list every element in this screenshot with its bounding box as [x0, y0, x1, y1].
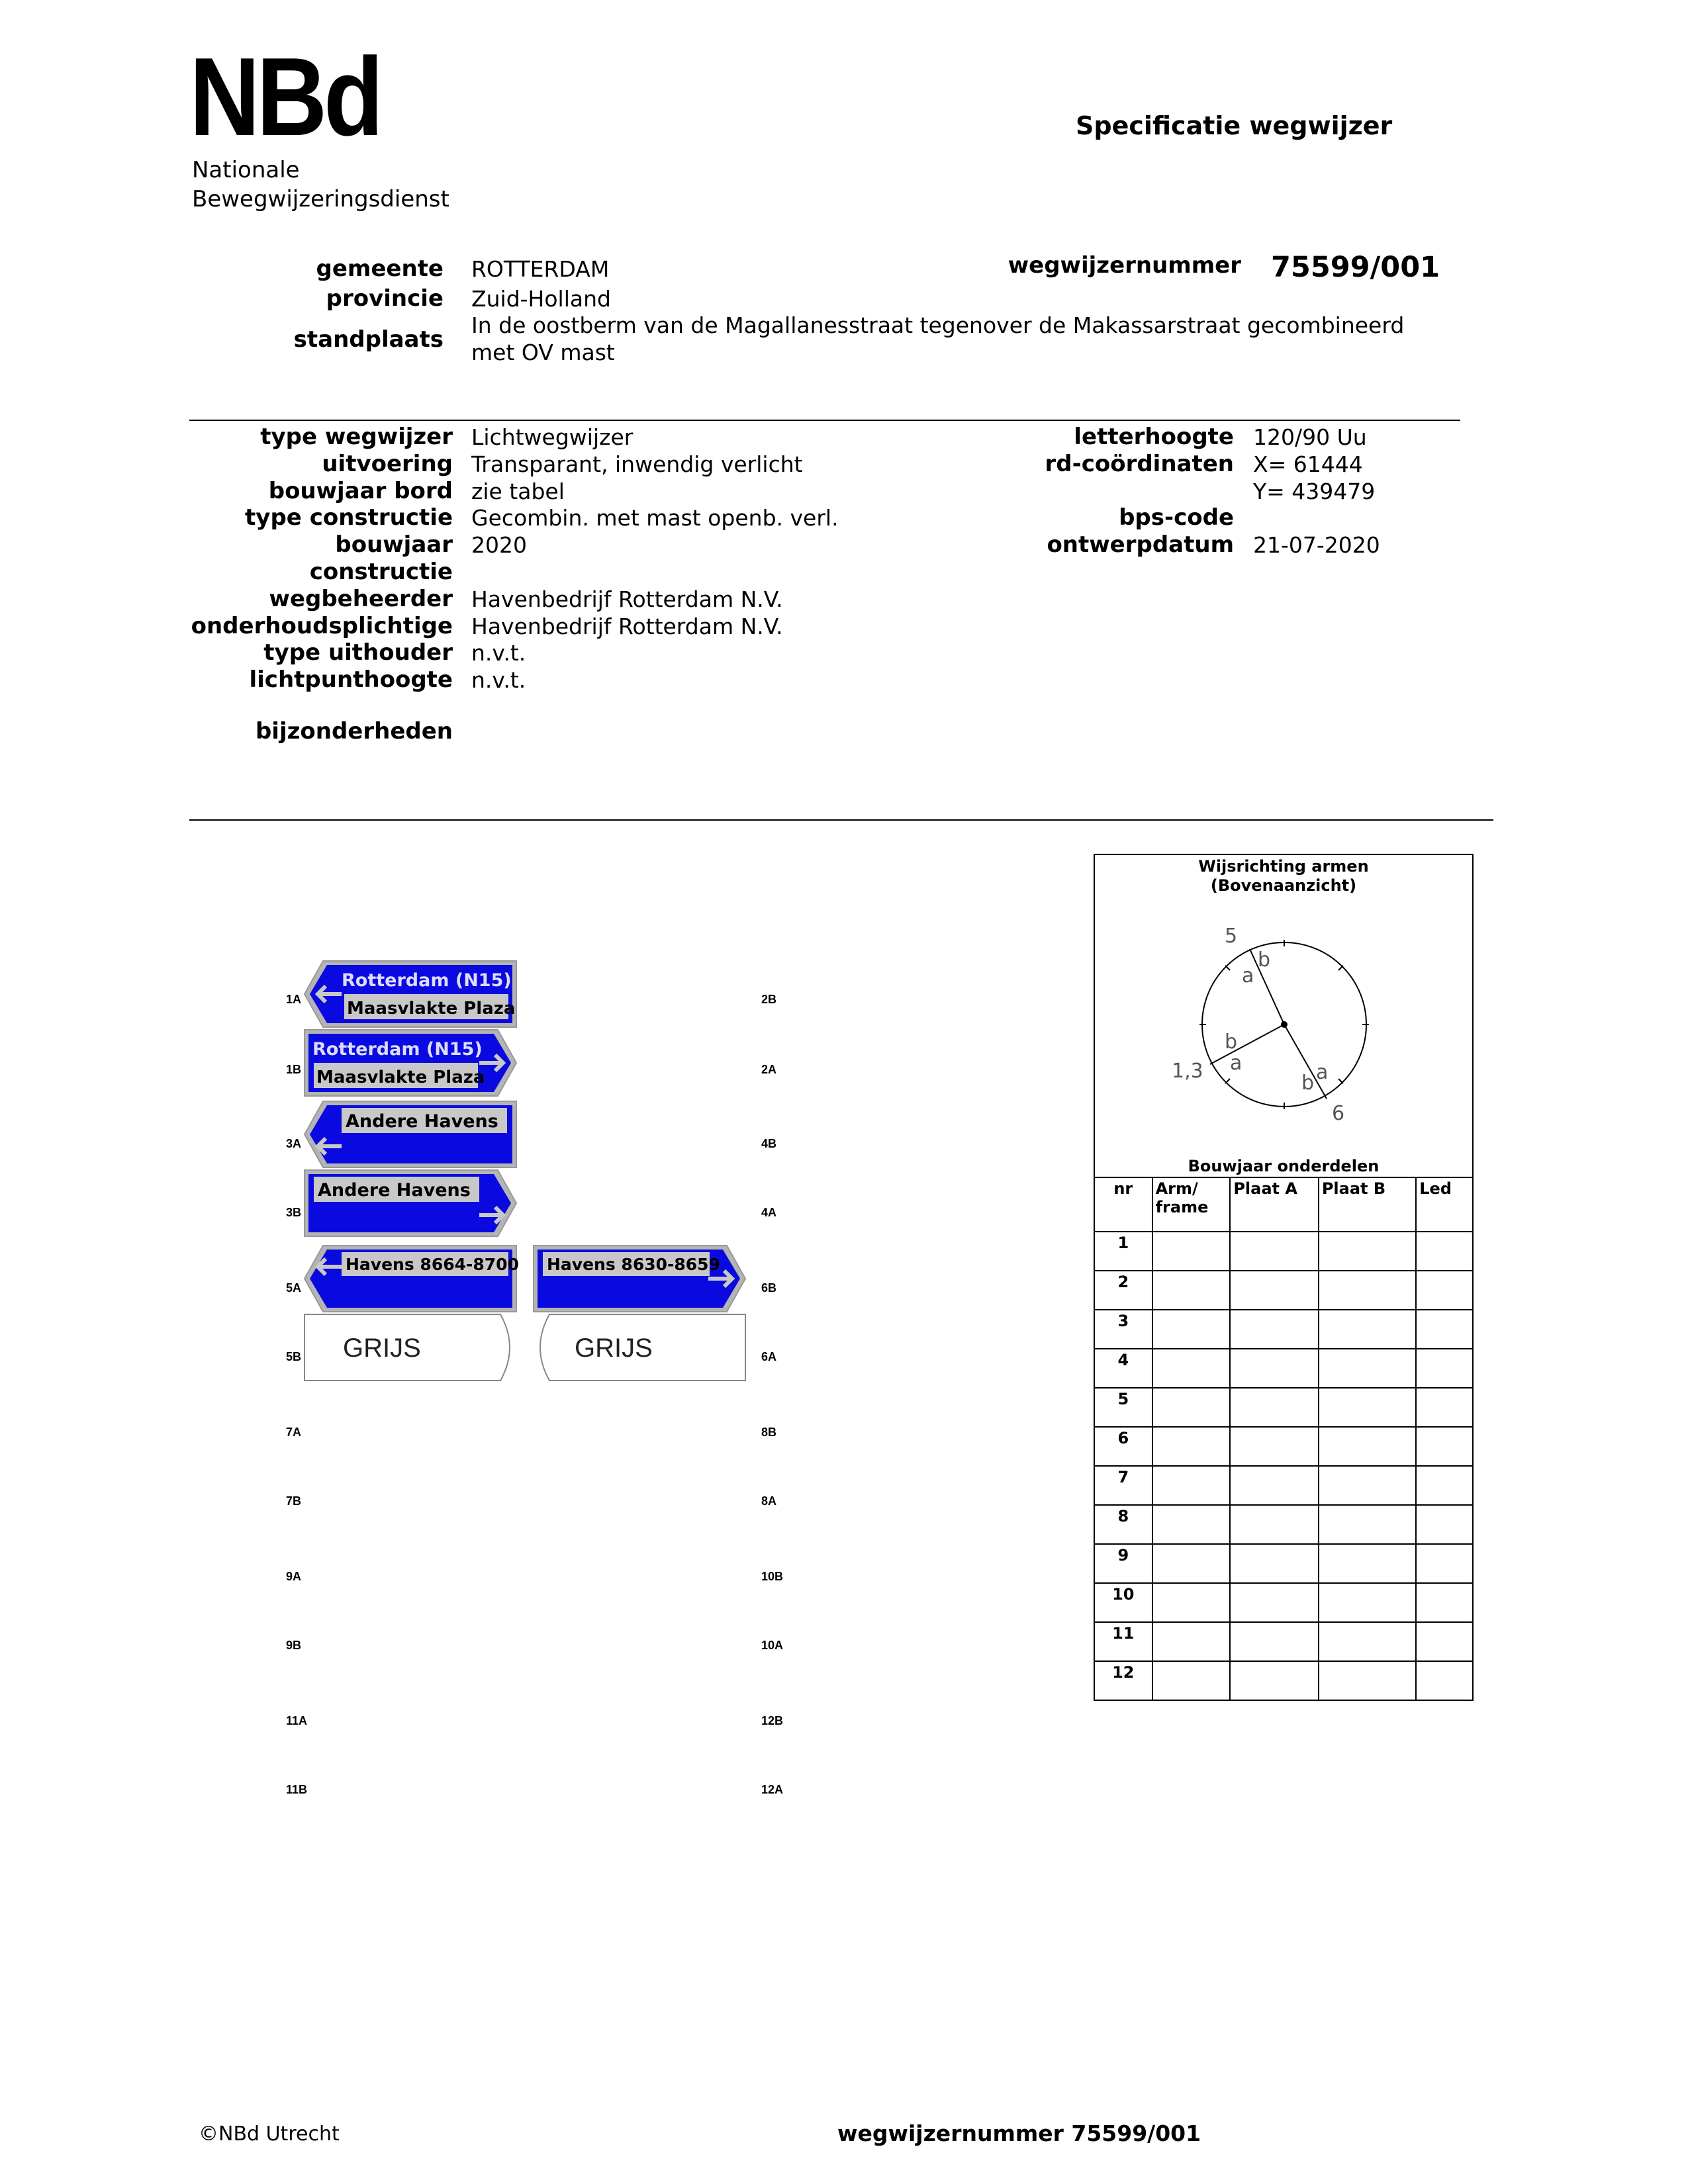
bouwjaar-cell: [1319, 1310, 1416, 1349]
sign-label-left-4: 3B: [286, 1206, 302, 1219]
sign-label-right-4: 4A: [761, 1206, 777, 1219]
sign-plate-5a: [305, 1246, 519, 1312]
sign-label-left-5: 5A: [286, 1281, 302, 1295]
bouwjaar-row-nr: 2: [1094, 1271, 1152, 1310]
sign-label-left-10: 9B: [286, 1639, 302, 1652]
standplaats-label: standplaats: [293, 326, 444, 353]
sign-plate-6a: [540, 1314, 745, 1381]
sign-6b-line1: Havens 8630-8659: [547, 1255, 720, 1274]
spec-right-value-3: Y= 439479: [1253, 478, 1376, 504]
sign-6a-grijs: GRIJS: [575, 1334, 653, 1363]
bouwjaar-cell: [1152, 1466, 1231, 1505]
bouwjaar-cell: [1152, 1310, 1231, 1349]
spec-value-2: Transparant, inwendig verlicht: [471, 451, 803, 477]
compass-title-line2: (Bovenaanzicht): [1210, 876, 1357, 895]
sign-plate-1b: [305, 1030, 516, 1096]
compass-label-6: 6: [1332, 1102, 1345, 1125]
standplaats-value-line2: met OV mast: [471, 340, 615, 365]
bouwjaar-row-nr: 7: [1094, 1466, 1152, 1505]
bouwjaar-cell: [1152, 1583, 1231, 1622]
spec-label-6: constructie: [309, 559, 453, 585]
bouwjaar-cell: [1416, 1544, 1473, 1583]
sign-plates-drawing: [291, 953, 768, 1390]
bouwjaar-row-nr: 8: [1094, 1505, 1152, 1544]
sign-label-right-5: 6B: [761, 1281, 777, 1295]
nbd-logo: NBd: [189, 34, 381, 159]
bouwjaar-cell: [1230, 1661, 1319, 1700]
bouwjaar-cell: [1416, 1583, 1473, 1622]
arm-1-3: [1210, 1024, 1284, 1064]
sign-plate-6b: [534, 1246, 745, 1312]
spec-label-2: uitvoering: [322, 450, 453, 477]
bouwjaar-cell: [1416, 1622, 1473, 1661]
wegwijzernummer-value: 75599/001: [1271, 251, 1440, 284]
bouwjaar-cell: [1416, 1466, 1473, 1505]
table-row: [1094, 1271, 1473, 1310]
bijzonderheden-label: bijzonderheden: [255, 718, 453, 745]
bouwjaar-cell: [1230, 1427, 1319, 1466]
sign-plate-5b: [305, 1314, 510, 1381]
bouwjaar-cell: [1319, 1232, 1416, 1271]
sign-label-left-12: 11B: [286, 1783, 308, 1796]
bouwjaar-cell: [1319, 1388, 1416, 1427]
compass-label-5: 5: [1225, 925, 1238, 948]
bouwjaar-cell: [1152, 1661, 1231, 1700]
table-row: [1094, 1310, 1473, 1349]
sign-label-right-8: 8A: [761, 1494, 777, 1508]
sign-label-right-10: 10A: [761, 1639, 784, 1652]
bouwjaar-cell: [1230, 1271, 1319, 1310]
bouwjaar-cell: [1416, 1271, 1473, 1310]
sign-1a-line2: Maasvlakte Plaza: [347, 999, 516, 1019]
sign-label-left-2: 1B: [286, 1063, 302, 1076]
spec-label-8: onderhoudsplichtige: [191, 612, 453, 639]
table-row: [1094, 1427, 1473, 1466]
bouwjaar-cell: [1319, 1349, 1416, 1388]
footer-number: wegwijzernummer 75599/001: [837, 2120, 1201, 2146]
document-title: Specificatie wegwijzer: [1076, 111, 1393, 140]
bouwjaar-cell: [1416, 1349, 1473, 1388]
bouwjaar-cell: [1152, 1271, 1231, 1310]
bouwjaar-cell: [1230, 1583, 1319, 1622]
spec-value-4: Gecombin. met mast openb. verl.: [471, 505, 839, 531]
bouwjaar-cell: [1416, 1661, 1473, 1700]
sign-plate-3a: [305, 1101, 516, 1167]
bouwjaar-cell: [1319, 1271, 1416, 1310]
bouwjaar-cell: [1416, 1310, 1473, 1349]
bouwjaar-cell: [1152, 1505, 1231, 1544]
bouwjaar-cell: [1319, 1661, 1416, 1700]
spec-right-value-5: 21-07-2020: [1253, 532, 1380, 559]
compass-diagram: [1152, 920, 1417, 1132]
bouwjaar-row-nr: 6: [1094, 1427, 1152, 1466]
table-row: [1094, 1232, 1473, 1271]
sign-5b-grijs: GRIJS: [343, 1334, 421, 1363]
svg-text:a: a: [1230, 1052, 1243, 1075]
table-row: [1094, 1505, 1473, 1544]
wegwijzernummer-label: wegwijzernummer: [1008, 252, 1241, 279]
divider-bottom: [189, 819, 1493, 821]
bouwjaar-table: [1094, 1177, 1474, 1701]
provincie-label: provincie: [326, 285, 444, 312]
org-name-line2: Bewegwijzeringsdienst: [192, 186, 449, 212]
bouwjaar-cell: [1152, 1622, 1231, 1661]
sign-label-right-1: 2B: [761, 993, 777, 1006]
bouwjaar-header-1: nr: [1094, 1177, 1152, 1232]
sign-label-left-7: 7A: [286, 1426, 302, 1439]
sign-label-left-11: 11A: [286, 1714, 308, 1727]
sign-label-right-11: 12B: [761, 1714, 784, 1727]
spec-label-7: wegbeheerder: [269, 585, 453, 612]
org-name-line1: Nationale: [192, 157, 300, 183]
table-row: [1094, 1544, 1473, 1583]
sign-label-left-6: 5B: [286, 1350, 302, 1363]
spec-label-4: type constructie: [245, 504, 453, 531]
bouwjaar-cell: [1230, 1544, 1319, 1583]
bouwjaar-cell: [1152, 1388, 1231, 1427]
bouwjaar-header-3: Plaat A: [1230, 1177, 1319, 1232]
compass-title-line1: Wijsrichting armen: [1198, 857, 1369, 876]
sign-label-right-2: 2A: [761, 1063, 777, 1076]
spec-label-10: lichtpunthoogte: [249, 666, 453, 694]
sign-plate-1a: [305, 961, 516, 1027]
spec-right-label-5: ontwerpdatum: [1047, 531, 1234, 559]
sign-label-right-12: 12A: [761, 1783, 784, 1796]
table-row: [1094, 1388, 1473, 1427]
bouwjaar-cell: [1230, 1622, 1319, 1661]
svg-text:b: b: [1301, 1071, 1315, 1095]
sign-label-left-3: 3A: [286, 1137, 302, 1150]
bouwjaar-cell: [1319, 1622, 1416, 1661]
bouwjaar-cell: [1416, 1388, 1473, 1427]
spec-value-8: Havenbedrijf Rotterdam N.V.: [471, 613, 783, 639]
bouwjaar-row-nr: 11: [1094, 1622, 1152, 1661]
bouwjaar-row-nr: 4: [1094, 1349, 1152, 1388]
bouwjaar-title: Bouwjaar onderdelen: [1188, 1157, 1380, 1175]
sign-label-left-1: 1A: [286, 993, 302, 1006]
bouwjaar-cell: [1230, 1505, 1319, 1544]
spec-value-10: n.v.t.: [471, 667, 526, 694]
bouwjaar-row-nr: 1: [1094, 1232, 1152, 1271]
bouwjaar-cell: [1152, 1349, 1231, 1388]
sign-1b-line2: Maasvlakte Plaza: [316, 1068, 485, 1087]
bouwjaar-cell: [1319, 1466, 1416, 1505]
spec-right-label-1: letterhoogte: [1074, 424, 1234, 450]
table-row: [1094, 1661, 1473, 1700]
svg-text:b: b: [1258, 948, 1271, 972]
spec-label-9: type uithouder: [263, 639, 453, 666]
spec-label-3: bouwjaar bord: [268, 477, 453, 504]
gemeente-value: ROTTERDAM: [471, 256, 610, 282]
standplaats-value-line1: In de oostberm van de Magallanesstraat tegenover de Makassarstraat gecombineerd: [471, 312, 1405, 338]
bouwjaar-row-nr: 9: [1094, 1544, 1152, 1583]
bouwjaar-cell: [1319, 1583, 1416, 1622]
provincie-value: Zuid-Holland: [471, 286, 611, 312]
bouwjaar-cell: [1319, 1544, 1416, 1583]
spec-right-label-4: bps-code: [1119, 504, 1234, 531]
sign-label-right-9: 10B: [761, 1570, 784, 1583]
sign-5a-line1: Havens 8664-8700: [346, 1255, 519, 1274]
bouwjaar-header-row: [1094, 1177, 1473, 1232]
sign-1a-line1: Rotterdam (N15): [342, 970, 512, 991]
bouwjaar-cell: [1152, 1544, 1231, 1583]
bouwjaar-header-5: Led: [1416, 1177, 1473, 1232]
svg-text:a: a: [1242, 964, 1254, 987]
spec-right-value-2: X= 61444: [1253, 451, 1363, 477]
spec-right-value-1: 120/90 Uu: [1253, 424, 1367, 450]
bouwjaar-header-2: Arm/ frame: [1152, 1177, 1231, 1232]
bouwjaar-row-nr: 5: [1094, 1388, 1152, 1427]
sign-3a-line1: Andere Havens: [346, 1111, 498, 1132]
bouwjaar-cell: [1230, 1466, 1319, 1505]
sign-plate-3b: [305, 1170, 516, 1236]
bouwjaar-cell: [1230, 1310, 1319, 1349]
bouwjaar-header-4: Plaat B: [1319, 1177, 1416, 1232]
bouwjaar-cell: [1416, 1427, 1473, 1466]
spec-label-5: bouwjaar: [335, 531, 453, 559]
sign-label-left-8: 7B: [286, 1494, 302, 1508]
table-row: [1094, 1622, 1473, 1661]
sign-1b-line1: Rotterdam (N15): [312, 1039, 483, 1060]
gemeente-label: gemeente: [316, 255, 444, 282]
bouwjaar-cell: [1230, 1349, 1319, 1388]
spec-value-3: zie tabel: [471, 478, 565, 504]
sign-label-left-9: 9A: [286, 1570, 302, 1583]
spec-value-1: Lichtwegwijzer: [471, 424, 633, 450]
bouwjaar-cell: [1416, 1232, 1473, 1271]
svg-text:b: b: [1225, 1030, 1238, 1054]
bouwjaar-cell: [1319, 1505, 1416, 1544]
divider-top: [189, 420, 1460, 421]
bouwjaar-row-nr: 3: [1094, 1310, 1152, 1349]
spec-value-9: n.v.t.: [471, 640, 526, 666]
compass-label-1-3: 1,3: [1172, 1060, 1203, 1083]
sign-3b-line1: Andere Havens: [318, 1180, 471, 1201]
bouwjaar-cell: [1152, 1232, 1231, 1271]
spec-label-1: type wegwijzer: [260, 424, 453, 450]
sign-label-right-3: 4B: [761, 1137, 777, 1150]
spec-value-5: 2020: [471, 532, 527, 559]
svg-text:a: a: [1316, 1061, 1329, 1084]
bouwjaar-row-nr: 12: [1094, 1661, 1152, 1700]
table-row: [1094, 1349, 1473, 1388]
sign-label-right-7: 8B: [761, 1426, 777, 1439]
bouwjaar-cell: [1230, 1388, 1319, 1427]
bouwjaar-cell: [1416, 1505, 1473, 1544]
spec-value-7: Havenbedrijf Rotterdam N.V.: [471, 586, 783, 612]
table-row: [1094, 1466, 1473, 1505]
footer-copyright: ©NBd Utrecht: [199, 2122, 340, 2146]
table-row: [1094, 1583, 1473, 1622]
bouwjaar-cell: [1230, 1232, 1319, 1271]
bouwjaar-cell: [1319, 1427, 1416, 1466]
sign-label-right-6: 6A: [761, 1350, 777, 1363]
bouwjaar-row-nr: 10: [1094, 1583, 1152, 1622]
bouwjaar-cell: [1152, 1427, 1231, 1466]
spec-right-label-2: rd-coördinaten: [1045, 450, 1234, 477]
